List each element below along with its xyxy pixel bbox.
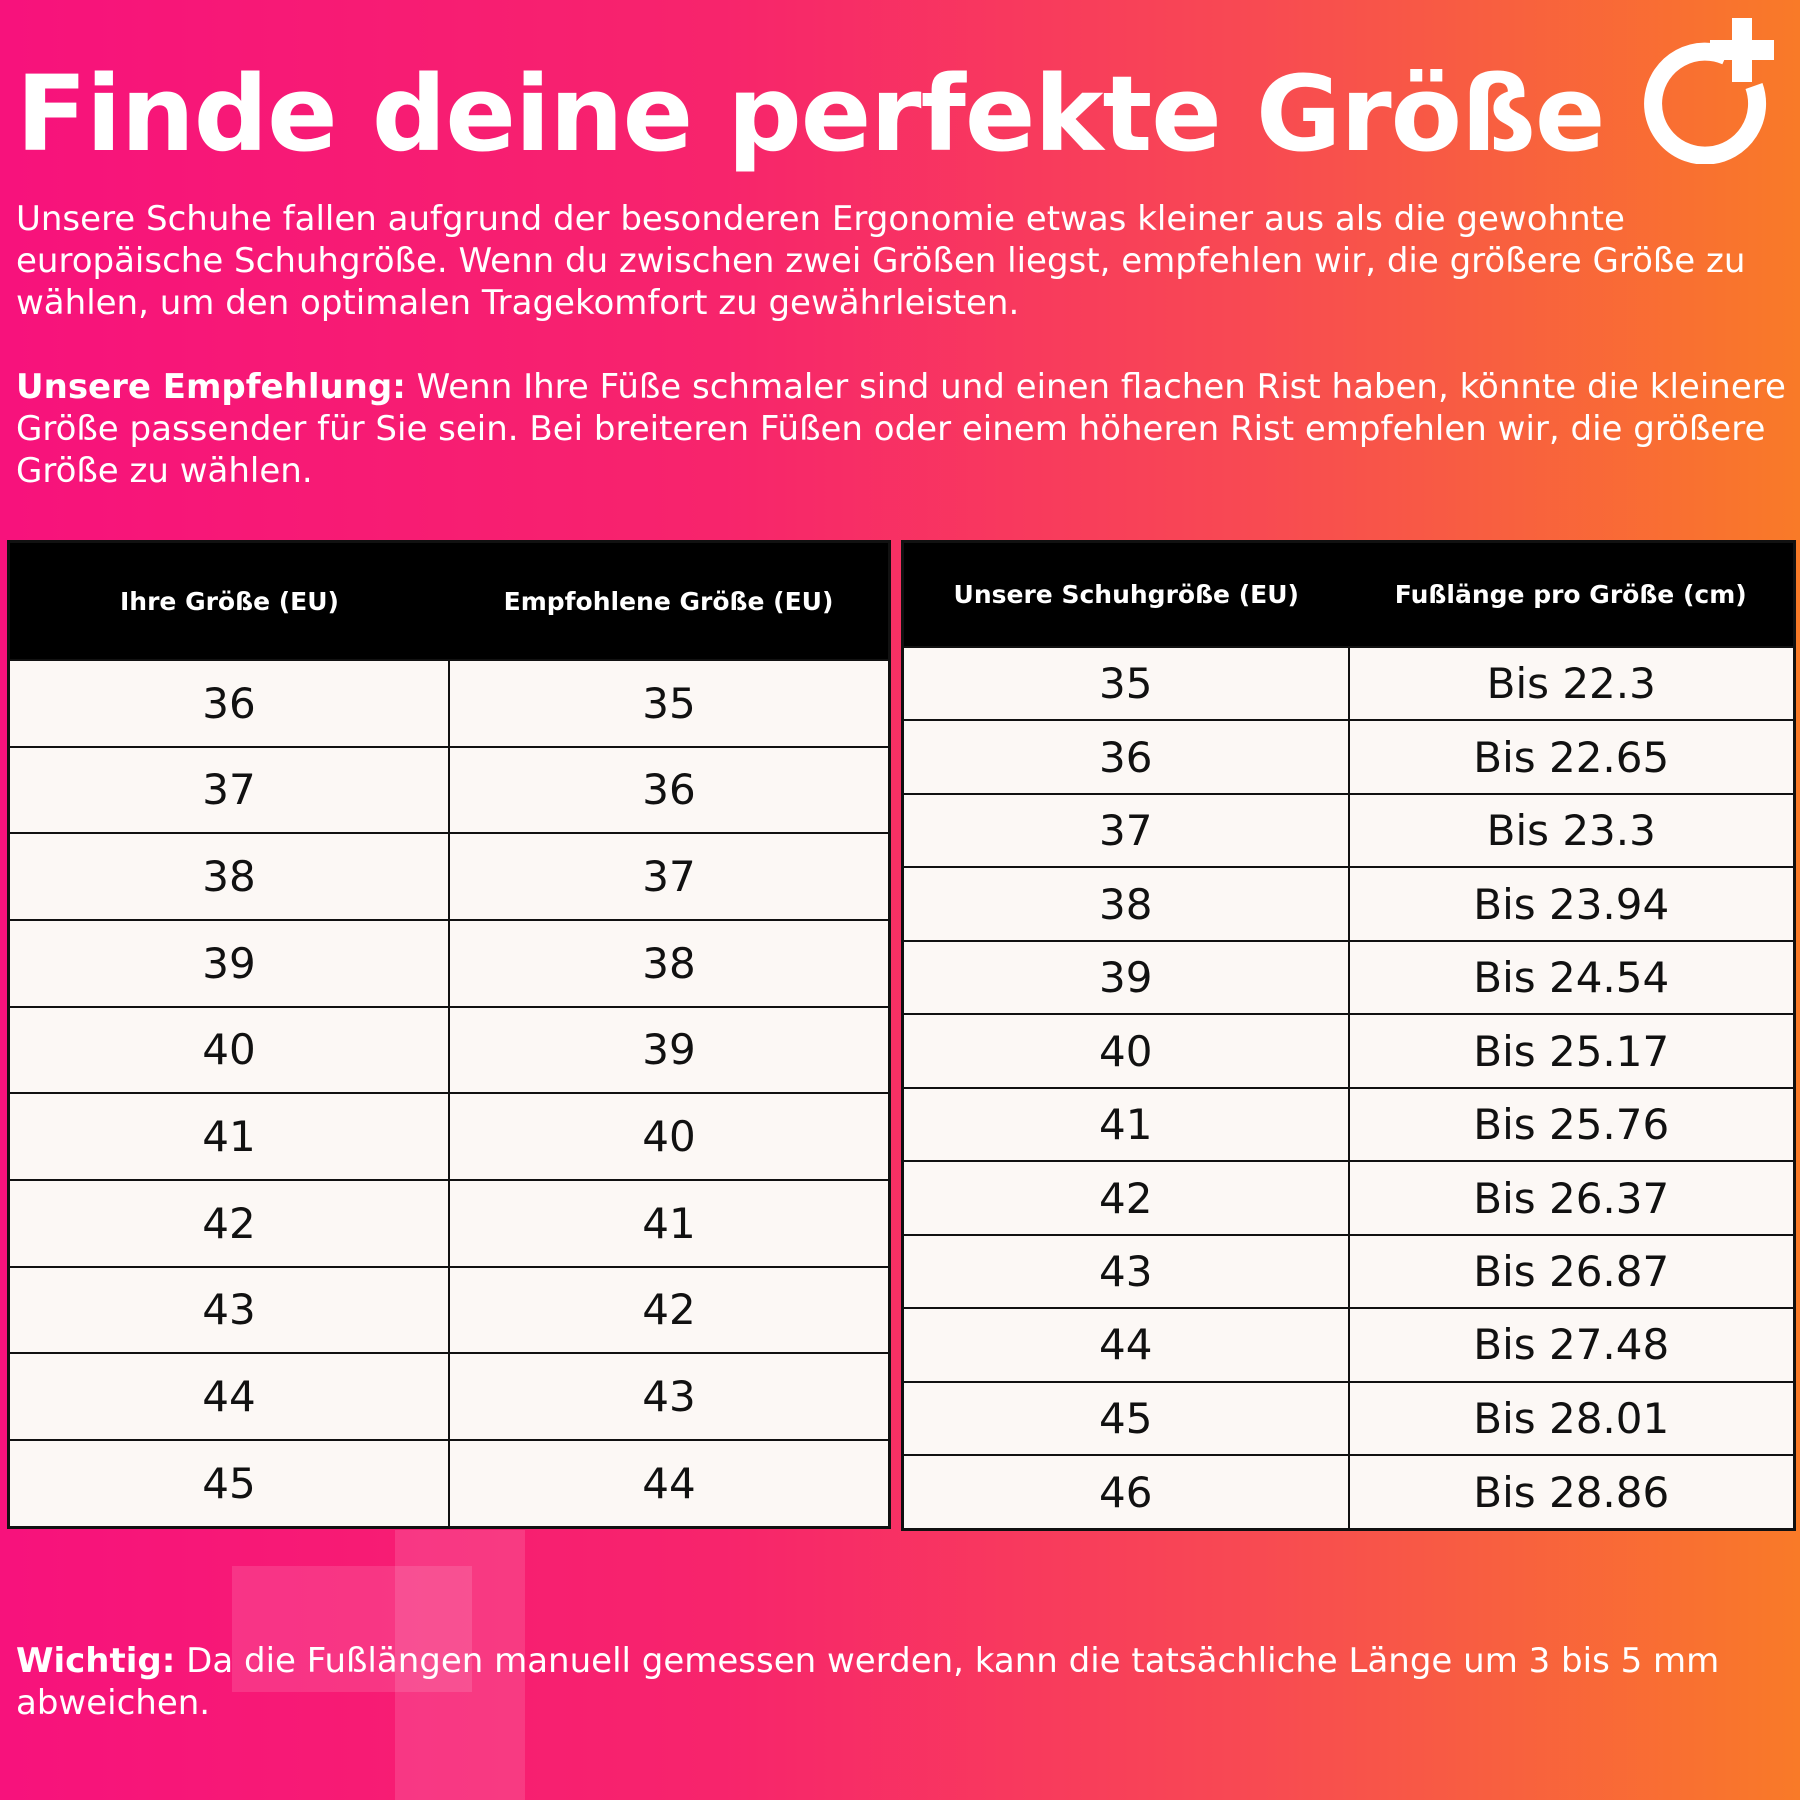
table-cell: Bis 25.76 [1349,1088,1795,1161]
table-cell: 38 [9,833,450,920]
table-cell: 44 [9,1353,450,1440]
page-title: Finde deine perfekte Größe [16,53,1605,175]
table-cell: Bis 23.94 [1349,867,1795,940]
table-row [903,941,1795,1014]
recommendation-text [16,366,1786,492]
table-row [903,1382,1795,1455]
foot-length-table [901,540,1796,1531]
table-row [903,720,1795,793]
table-cell: 43 [9,1267,450,1354]
table-cell: Bis 28.01 [1349,1382,1795,1455]
table-cell: Bis 25.17 [1349,1014,1795,1087]
table-cell: 35 [449,660,890,747]
table-row [9,1180,890,1267]
table-cell: 46 [903,1455,1349,1529]
table-cell: 39 [903,941,1349,1014]
table-row [9,660,890,747]
table-cell: Bis 22.3 [1349,647,1795,720]
table-row [9,747,890,834]
note-label: Wichtig: [16,1641,176,1681]
table-row [903,1308,1795,1381]
table-cell: 40 [9,1007,450,1094]
table-cell: Bis 28.86 [1349,1455,1795,1529]
table-row [903,1014,1795,1087]
table-row [9,1440,890,1528]
table-row [9,1267,890,1354]
column-header: Empfohlene Größe (EU) [449,542,890,661]
table-cell: 37 [449,833,890,920]
table-row [9,920,890,1007]
table-row [903,867,1795,940]
table-row [9,1007,890,1094]
table-cell: 41 [903,1088,1349,1161]
table-cell: 43 [449,1353,890,1440]
table-row [903,794,1795,867]
table-row [9,1093,890,1180]
table-cell: 35 [903,647,1349,720]
size-recommendation-table [7,540,891,1529]
table-cell: 36 [903,720,1349,793]
table-cell: 42 [449,1267,890,1354]
table-cell: Bis 22.65 [1349,720,1795,793]
table-cell: Bis 27.48 [1349,1308,1795,1381]
important-note [16,1640,1786,1724]
table-cell: 38 [903,867,1349,940]
table-cell: 45 [903,1382,1349,1455]
column-header: Fußlänge pro Größe (cm) [1349,542,1795,648]
table-cell: 38 [449,920,890,1007]
table-row [903,1455,1795,1529]
table-cell: 42 [9,1180,450,1267]
table-cell: 37 [9,747,450,834]
table-row [903,1161,1795,1234]
table-cell: 39 [9,920,450,1007]
recommendation-body: Wenn Ihre Füße schmaler sind und einen flachen Rist haben, könnte die kleinere Größe passender für Sie sein. Bei breiteren Füßen oder einem höheren Rist empfehlen wir, die größere Größe zu wählen. [16,367,1786,491]
table-cell: 42 [903,1161,1349,1234]
table-row [903,647,1795,720]
table-cell: 39 [449,1007,890,1094]
table-cell: Bis 26.87 [1349,1235,1795,1308]
table-cell: 45 [9,1440,450,1528]
recommendation-label: Unsere Empfehlung: [16,367,406,407]
column-header: Unsere Schuhgröße (EU) [903,542,1349,648]
table-cell: 41 [9,1093,450,1180]
circle-plus-logo-icon [1628,14,1778,164]
table-cell: Bis 24.54 [1349,941,1795,1014]
table-cell: 36 [9,660,450,747]
table-row [9,833,890,920]
table-cell: 43 [903,1235,1349,1308]
column-header: Ihre Größe (EU) [9,542,450,661]
table-cell: 36 [449,747,890,834]
table-cell: 41 [449,1180,890,1267]
table-row [903,1088,1795,1161]
table-cell: 44 [903,1308,1349,1381]
table-cell: 40 [449,1093,890,1180]
table-cell: 37 [903,794,1349,867]
note-body: Da die Fußlängen manuell gemessen werden, kann die tatsächliche Länge um 3 bis 5 mm abweichen. [16,1641,1720,1723]
intro-text: Unsere Schuhe fallen aufgrund der besonderen Ergonomie etwas kleiner aus als die gewohnte europäische Schuhgröße. Wenn du zwischen zwei Größen liegst, empfehlen wir, die größere Größe zu wählen, um den optimalen Tragekomfort zu gewährleisten. [16,199,1746,323]
table-cell: 44 [449,1440,890,1528]
table-cell: 40 [903,1014,1349,1087]
table-row [9,1353,890,1440]
table-cell: Bis 23.3 [1349,794,1795,867]
table-cell: Bis 26.37 [1349,1161,1795,1234]
table-row [903,1235,1795,1308]
